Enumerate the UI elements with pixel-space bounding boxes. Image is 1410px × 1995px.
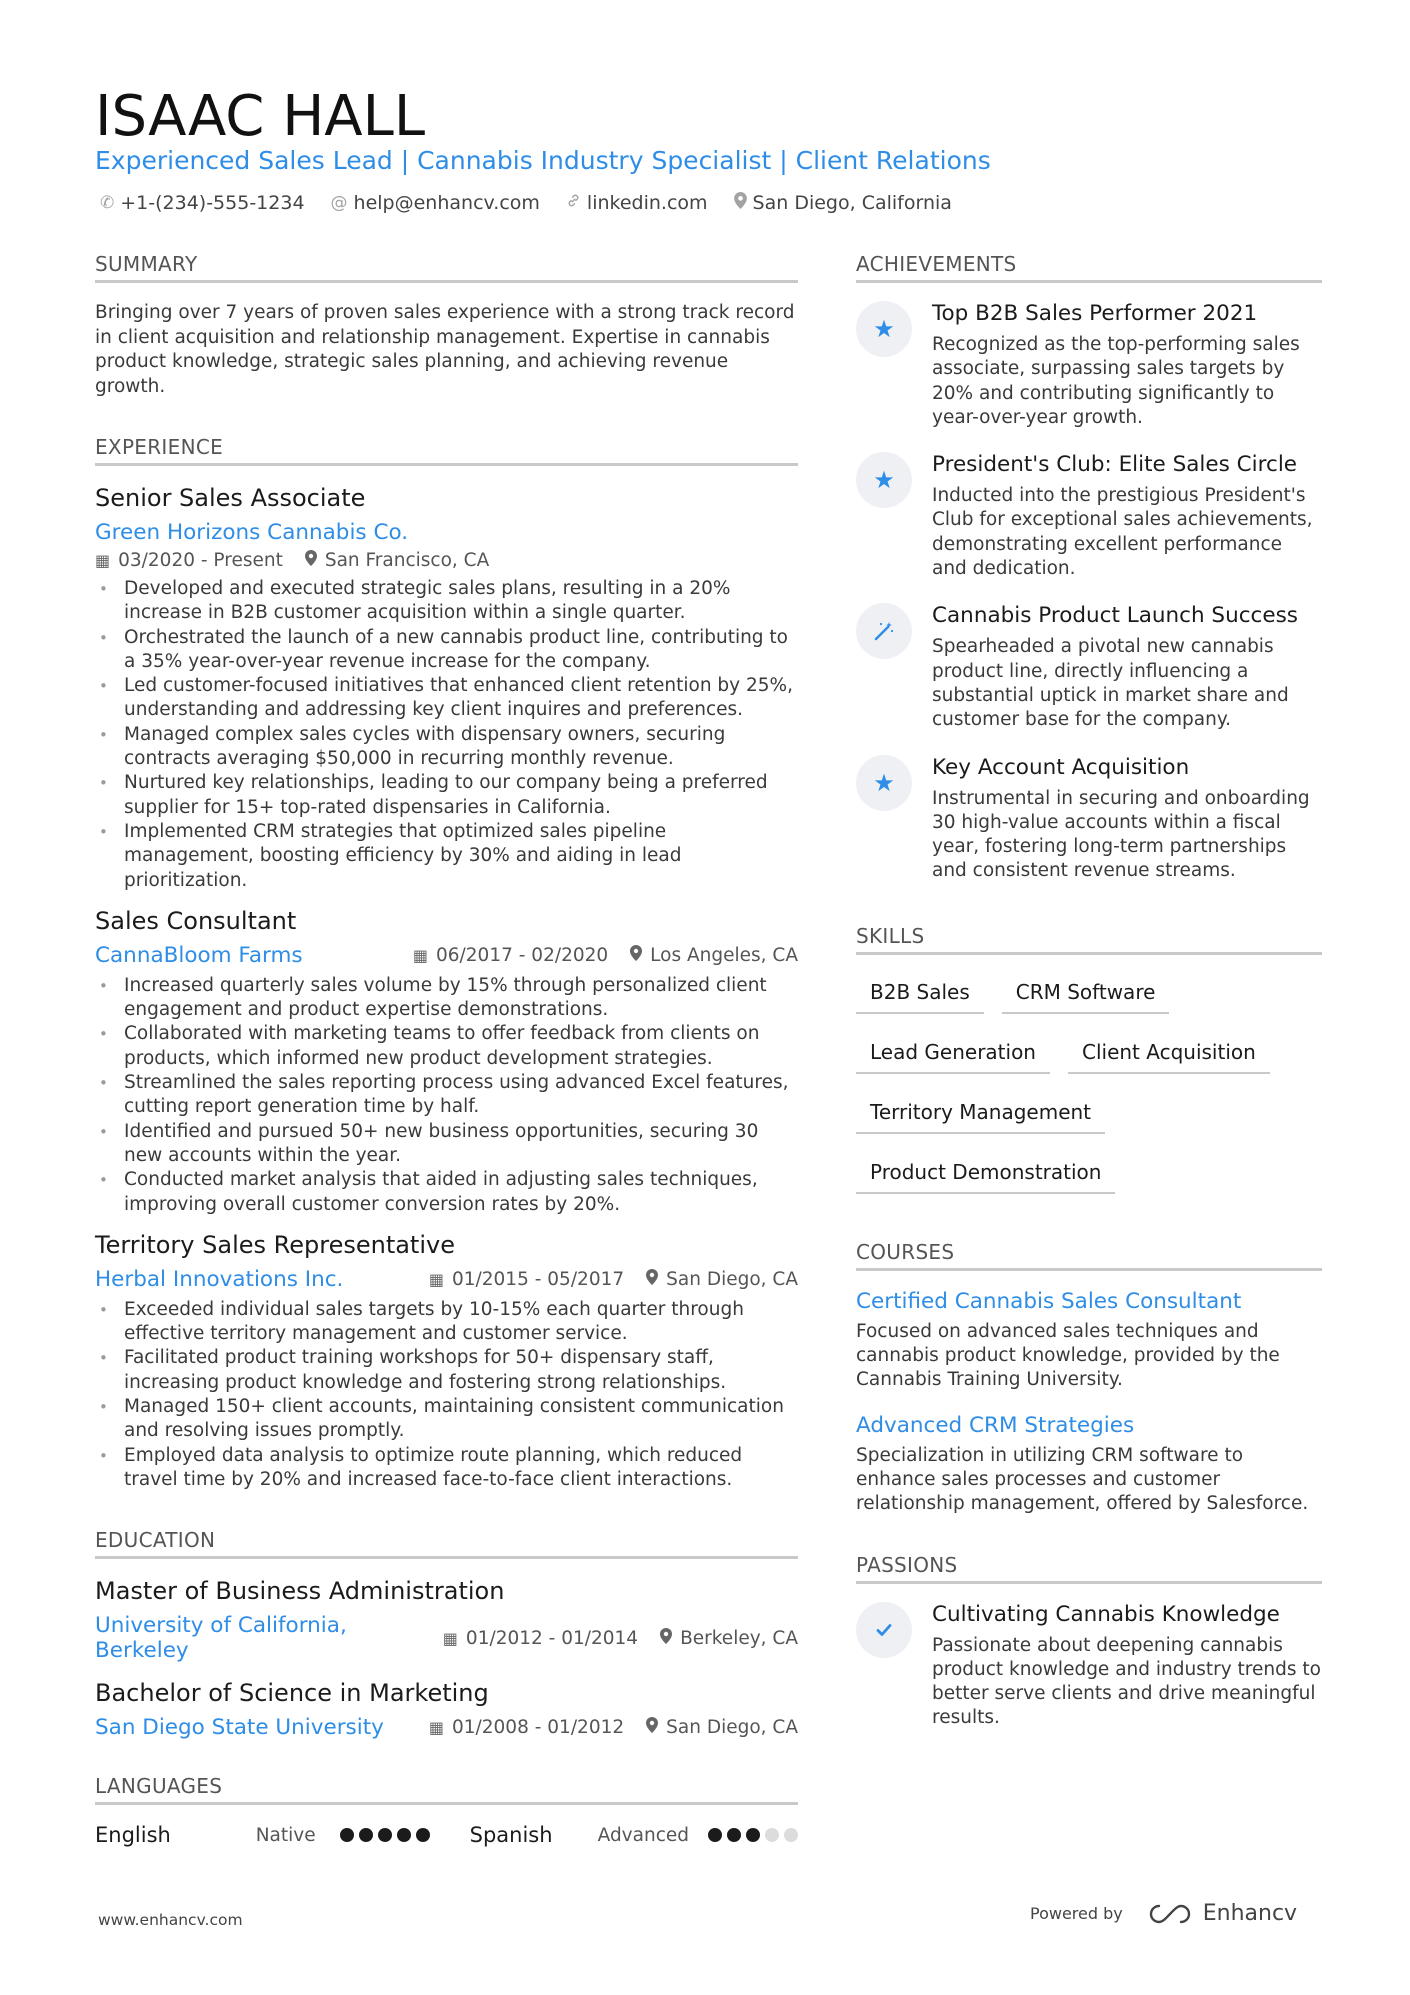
job-meta bbox=[429, 1269, 798, 1290]
contact-location bbox=[734, 192, 952, 214]
language-level: Advanced bbox=[597, 1824, 689, 1846]
job-title: Senior Sales Associate bbox=[95, 484, 366, 512]
bullet: • Led customer-focused initiatives that enhanced client retention by 25%, understanding and addressing key client inquires and preferences. bbox=[95, 674, 798, 723]
footer-branding bbox=[1030, 1901, 1297, 1926]
brand-logo[interactable] bbox=[1147, 1901, 1297, 1926]
education-entry bbox=[95, 1679, 798, 1740]
dates-text: 03/2020 - Present bbox=[118, 550, 283, 571]
job-meta-row bbox=[95, 943, 798, 968]
school-name: San Diego State University bbox=[95, 1715, 384, 1741]
location-pin-icon bbox=[630, 946, 642, 965]
contact-linkedin[interactable] bbox=[566, 192, 708, 214]
school-name: University of California, Berkeley bbox=[95, 1613, 347, 1664]
course-desc: Specialization in utilizing CRM software to enhance sales processes and customer relationship management, offered by Salesforce. bbox=[856, 1444, 1309, 1515]
bullet: • Employed data analysis to optimize route planning, which reduced travel time by 20% and increased face-to-face client interactions. bbox=[95, 1444, 798, 1493]
location-text: San Diego, California bbox=[752, 192, 952, 214]
job-meta bbox=[413, 945, 798, 966]
company-name: CannaBloom Farms bbox=[95, 942, 303, 968]
bullet: • Streamlined the sales reporting process using advanced Excel features, cutting report generation time by half. bbox=[95, 1071, 798, 1120]
proficiency-dots bbox=[340, 1828, 430, 1842]
edu-dates bbox=[429, 1717, 624, 1738]
job-dates bbox=[429, 1269, 624, 1290]
achievement-title: Key Account Acquisition bbox=[932, 754, 1190, 780]
proficiency-dots bbox=[708, 1828, 798, 1842]
calendar-icon: ▦ bbox=[95, 551, 111, 570]
bullet: • Facilitated product training workshops for 50+ dispensary staff, increasing product knowledge and fostering strong relationships. bbox=[95, 1346, 798, 1395]
education-meta-row bbox=[95, 1715, 798, 1740]
candidate-name: ISAAC HALL bbox=[95, 84, 426, 149]
course-title: Certified Cannabis Sales Consultant bbox=[856, 1288, 1242, 1314]
passion-title: Cultivating Cannabis Knowledge bbox=[932, 1601, 1280, 1627]
linkedin-text[interactable]: linkedin.com bbox=[586, 192, 708, 214]
summary-text: Bringing over 7 years of proven sales experience with a strong track record in client acquisition and relationship management. Expertise in cannabis product knowledge, strategic sales planning, and achieving revenue growth. bbox=[95, 302, 795, 397]
bullet: • Implemented CRM strategies that optimized sales pipeline management, boosting efficiency by 30% and aiding in lead prioritization. bbox=[95, 820, 798, 893]
skill-tag: B2B Sales bbox=[856, 973, 984, 1014]
headline: Experienced Sales Lead | Cannabis Industry Specialist | Client Relations bbox=[95, 146, 991, 175]
contact-bar bbox=[100, 192, 952, 214]
location-pin-icon bbox=[305, 551, 317, 570]
right-column bbox=[856, 252, 1322, 1753]
achievement-item bbox=[856, 603, 1322, 732]
languages-row bbox=[95, 1823, 798, 1847]
achievements-heading: ACHIEVEMENTS bbox=[856, 252, 1322, 283]
skill-tag: Client Acquisition bbox=[1068, 1033, 1270, 1074]
checkmark-icon bbox=[856, 1602, 912, 1658]
job-location bbox=[646, 1269, 798, 1290]
achievement-title: President's Club: Elite Sales Circle bbox=[932, 452, 1298, 478]
language-level: Native bbox=[255, 1824, 316, 1846]
course-desc: Focused on advanced sales techniques and cannabis product knowledge, provided by the Cannabis Training University. bbox=[856, 1320, 1280, 1391]
location-pin-icon bbox=[646, 1718, 658, 1737]
calendar-icon: ▦ bbox=[412, 945, 429, 965]
degree-title: Master of Business Administration bbox=[95, 1577, 505, 1606]
job-dates bbox=[95, 550, 283, 571]
star-icon: ★ bbox=[856, 755, 912, 811]
location-text: Los Angeles, CA bbox=[650, 944, 798, 966]
edu-location bbox=[660, 1628, 798, 1649]
education-meta bbox=[443, 1628, 798, 1649]
link-icon bbox=[566, 193, 581, 213]
bullet: • Increased quarterly sales volume by 15% through personalized client engagement and product expertise demonstrations. bbox=[95, 974, 798, 1023]
bullet: • Identified and pursued 50+ new business opportunities, securing 30 new accounts within the year. bbox=[95, 1120, 798, 1169]
achievement-desc: Recognized as the top-performing sales associate, surpassing sales targets by 20% and contributing significantly to year-over-year growth. bbox=[932, 334, 1300, 428]
bullet: • Collaborated with marketing teams to offer feedback from clients on products, which informed new product development strategies. bbox=[95, 1022, 798, 1071]
achievement-item bbox=[856, 301, 1322, 430]
passions-heading: PASSIONS bbox=[856, 1553, 1322, 1584]
proficiency-dot-filled bbox=[340, 1828, 354, 1842]
bullet: • Exceeded individual sales targets by 10-15% each quarter through effective territory management and customer service. bbox=[95, 1298, 798, 1347]
summary-heading: SUMMARY bbox=[95, 252, 798, 283]
contact-phone bbox=[100, 192, 305, 214]
proficiency-dot-empty bbox=[784, 1828, 798, 1842]
course-title: Advanced CRM Strategies bbox=[856, 1412, 1135, 1438]
bullet: • Managed 150+ client accounts, maintaining consistent communication and resolving issues promptly. bbox=[95, 1395, 798, 1444]
location-text: San Francisco, CA bbox=[324, 550, 490, 571]
proficiency-dot-filled bbox=[359, 1828, 373, 1842]
dates-text: 01/2015 - 05/2017 bbox=[451, 1268, 625, 1290]
job-bullets bbox=[95, 974, 798, 1217]
brand-name: Enhancv bbox=[1202, 1901, 1298, 1926]
phone-icon: ✆ bbox=[100, 193, 115, 213]
job-location bbox=[305, 550, 489, 571]
bullet: • Developed and executed strategic sales plans, resulting in a 20% increase in B2B customer acquisition within a single quarter. bbox=[95, 577, 798, 626]
location-pin-icon bbox=[646, 1270, 658, 1289]
job-title: Territory Sales Representative bbox=[95, 1230, 455, 1259]
proficiency-dot-empty bbox=[765, 1828, 779, 1842]
star-icon: ★ bbox=[856, 301, 912, 357]
skills-heading: SKILLS bbox=[856, 924, 1322, 955]
courses-heading: COURSES bbox=[856, 1240, 1322, 1271]
star-icon: ★ bbox=[856, 452, 912, 508]
skill-tag: Territory Management bbox=[856, 1093, 1105, 1134]
job-entry bbox=[95, 484, 798, 893]
location-pin-icon bbox=[734, 192, 747, 214]
education-meta bbox=[429, 1717, 798, 1738]
achievement-item bbox=[856, 755, 1322, 884]
left-column bbox=[95, 252, 798, 1847]
achievement-item bbox=[856, 452, 1322, 581]
achievement-desc: Spearheaded a pivotal new cannabis product line, directly influencing a substantial uptick in market share and customer base for the company. bbox=[932, 636, 1289, 731]
education-meta-row bbox=[95, 1613, 798, 1663]
languages-heading: LANGUAGES bbox=[95, 1774, 798, 1805]
proficiency-dot-filled bbox=[397, 1828, 411, 1842]
course-item bbox=[856, 1289, 1322, 1393]
phone-text: +1-(234)-555-1234 bbox=[120, 192, 305, 214]
job-meta-row bbox=[95, 1267, 798, 1292]
skills-list bbox=[856, 973, 1322, 1194]
achievement-desc: Inducted into the prestigious President's Club for exceptional sales achievements, demonstrating excellent performance and dedication. bbox=[932, 485, 1313, 580]
achievement-title: Cannabis Product Launch Success bbox=[932, 603, 1298, 629]
skill-tag: Lead Generation bbox=[856, 1033, 1050, 1074]
location-text: Berkeley, CA bbox=[680, 1627, 798, 1649]
experience-heading: EXPERIENCE bbox=[95, 435, 798, 466]
dates-text: 01/2012 - 01/2014 bbox=[465, 1627, 639, 1649]
location-pin-icon bbox=[660, 1629, 672, 1648]
footer-website[interactable]: www.enhancv.com bbox=[98, 1911, 243, 1929]
bullet: • Orchestrated the launch of a new cannabis product line, contributing to a 35% year-over-year revenue increase for the company. bbox=[95, 626, 798, 675]
contact-email[interactable] bbox=[331, 192, 540, 214]
powered-by-label: Powered by bbox=[1030, 1904, 1123, 1923]
education-heading: EDUCATION bbox=[95, 1528, 798, 1559]
course-item bbox=[856, 1413, 1322, 1517]
degree-title: Bachelor of Science in Marketing bbox=[95, 1679, 489, 1708]
calendar-icon: ▦ bbox=[428, 1269, 444, 1289]
education-entry bbox=[95, 1577, 798, 1663]
dates-text: 01/2008 - 01/2012 bbox=[451, 1717, 625, 1739]
achievement-desc: Instrumental in securing and onboarding 30 high-value accounts within a fiscal year, fostering long-term partnerships and consistent revenue streams. bbox=[932, 787, 1310, 882]
proficiency-dot-filled bbox=[727, 1828, 741, 1842]
skill-tag: Product Demonstration bbox=[856, 1153, 1115, 1194]
job-meta-block bbox=[95, 520, 798, 571]
passion-item bbox=[856, 1602, 1322, 1731]
job-entry bbox=[95, 1231, 798, 1492]
job-bullets bbox=[95, 577, 798, 893]
job-entry bbox=[95, 907, 798, 1217]
company-name: Green Horizons Cannabis Co. bbox=[95, 520, 409, 545]
job-bullets bbox=[95, 1298, 798, 1492]
language-name: English bbox=[95, 1823, 171, 1848]
proficiency-dot-filled bbox=[708, 1828, 722, 1842]
enhancv-logo-icon bbox=[1147, 1902, 1193, 1926]
edu-location bbox=[646, 1717, 798, 1738]
job-meta bbox=[95, 550, 798, 571]
passion-desc: Passionate about deepening cannabis product knowledge and industry trends to better serve clients and drive meaningful results. bbox=[932, 1634, 1321, 1729]
location-text: San Diego, CA bbox=[666, 1717, 798, 1739]
skill-tag: CRM Software bbox=[1002, 973, 1170, 1014]
edu-dates bbox=[443, 1628, 638, 1649]
calendar-icon: ▦ bbox=[442, 1628, 458, 1648]
at-icon: @ bbox=[330, 193, 348, 213]
bullet: • Conducted market analysis that aided in adjusting sales techniques, improving overall customer conversion rates by 20%. bbox=[95, 1168, 798, 1217]
magic-wand-icon bbox=[856, 603, 912, 659]
achievement-title: Top B2B Sales Performer 2021 bbox=[932, 301, 1258, 326]
proficiency-dot-filled bbox=[378, 1828, 392, 1842]
dates-text: 06/2017 - 02/2020 bbox=[436, 944, 609, 966]
job-title: Sales Consultant bbox=[95, 906, 297, 935]
company-name: Herbal Innovations Inc. bbox=[95, 1266, 344, 1292]
email-text[interactable]: help@enhancv.com bbox=[353, 192, 540, 214]
job-location bbox=[630, 945, 798, 966]
job-dates bbox=[413, 945, 608, 966]
proficiency-dot-filled bbox=[746, 1828, 760, 1842]
language-name: Spanish bbox=[469, 1823, 553, 1848]
calendar-icon: ▦ bbox=[428, 1718, 444, 1738]
bullet: • Nurtured key relationships, leading to our company being a preferred supplier for 15+ top-rated dispensaries in California. bbox=[95, 771, 798, 820]
location-text: San Diego, CA bbox=[666, 1268, 798, 1290]
proficiency-dot-filled bbox=[416, 1828, 430, 1842]
bullet: • Managed complex sales cycles with dispensary owners, securing contracts averaging $50,000 in recurring monthly revenue. bbox=[95, 723, 798, 772]
